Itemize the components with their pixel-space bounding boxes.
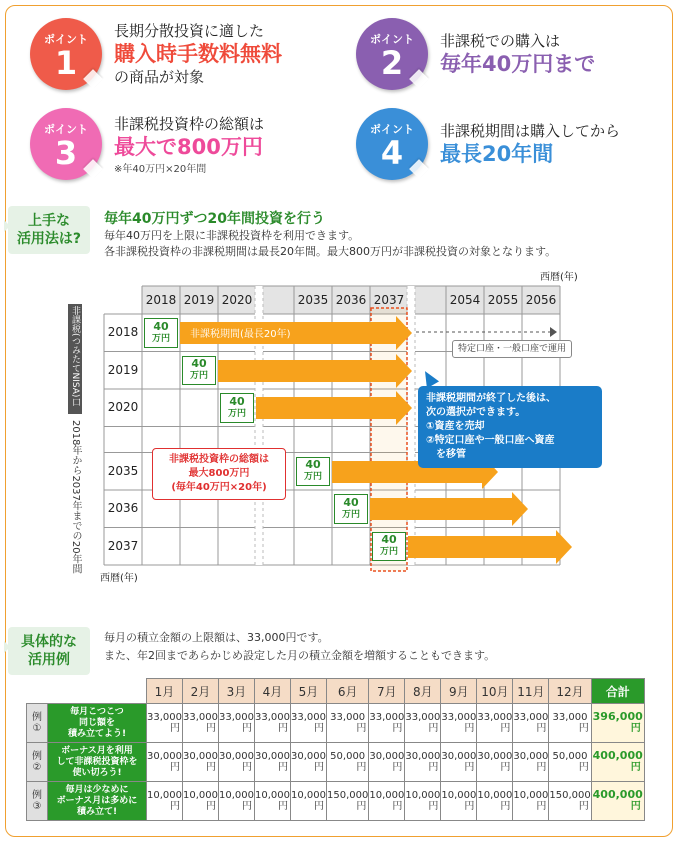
month-header: 4月 bbox=[255, 679, 291, 704]
monthly-amount bbox=[291, 782, 327, 821]
month-header: 3月 bbox=[219, 679, 255, 704]
year-header: 2019 bbox=[183, 293, 215, 307]
table-header-row bbox=[27, 679, 645, 704]
monthly-amount bbox=[183, 782, 219, 821]
example-description-line: ボーナス月を利用 bbox=[61, 745, 133, 756]
monthly-amount-value: 10,000 bbox=[441, 790, 477, 801]
total-header: 合計 bbox=[591, 679, 644, 704]
monthly-amount-unit: 円 bbox=[464, 723, 475, 734]
monthly-amount-unit: 円 bbox=[278, 723, 288, 734]
year-header: 2018 bbox=[145, 293, 177, 307]
point-line3: の商品が対象 bbox=[114, 68, 205, 86]
monthly-amount-unit: 円 bbox=[578, 723, 589, 734]
usage-heading: 毎年40万円ずつ20年間投資を行う bbox=[104, 211, 325, 227]
period-arrow bbox=[180, 322, 396, 344]
monthly-amount bbox=[549, 743, 591, 782]
amount-box bbox=[372, 532, 406, 562]
monthly-amount bbox=[513, 704, 549, 743]
monthly-amount-value: 10,000 bbox=[291, 790, 326, 801]
period-arrow bbox=[408, 536, 556, 558]
total-amount-value: 400,000 bbox=[592, 749, 643, 762]
row-year-label: 2035 bbox=[107, 463, 139, 478]
usage-tag-line2: 活用法は? bbox=[16, 231, 82, 247]
after-period-note-line: ①資産を売却 bbox=[426, 421, 485, 432]
month-header: 2月 bbox=[183, 679, 219, 704]
amount-box bbox=[144, 318, 178, 348]
amount-box-unit: 万円 bbox=[379, 547, 398, 558]
after-period-note-line: 非課税期間が終了した後は、 bbox=[426, 393, 556, 404]
monthly-amount-unit: 円 bbox=[170, 723, 180, 734]
monthly-amount bbox=[255, 743, 291, 782]
month-header: 10月 bbox=[477, 679, 513, 704]
point-line1: 非課税期間は購入してから bbox=[440, 122, 621, 140]
year-axis-label: 西暦(年) bbox=[540, 272, 578, 283]
example-description bbox=[48, 743, 147, 782]
total-amount-unit: 円 bbox=[630, 801, 641, 812]
total-limit-note-line: 最大800万円 bbox=[188, 468, 250, 479]
usage-desc-2: 各非課税投資枠の非課税期間は最長20年間。最大800万円が非課税投資の対象となります。 bbox=[104, 245, 557, 258]
example-description-line: 積み立て! bbox=[76, 806, 118, 817]
monthly-amount-value: 33,000 bbox=[513, 712, 549, 723]
monthly-amount bbox=[219, 782, 255, 821]
total-limit-note-line: 非課税投資枠の総額は bbox=[169, 454, 269, 465]
monthly-amount bbox=[405, 704, 441, 743]
monthly-amount-value: 30,000 bbox=[291, 751, 326, 762]
monthly-amount-value: 33,000 bbox=[477, 712, 513, 723]
point-line1: 長期分散投資に適した bbox=[114, 22, 265, 40]
example-index: ① bbox=[32, 723, 42, 734]
monthly-amount-value: 33,000 bbox=[405, 712, 441, 723]
monthly-amount bbox=[441, 782, 477, 821]
monthly-amount-unit: 円 bbox=[314, 762, 324, 773]
monthly-amount-value: 10,000 bbox=[405, 790, 441, 801]
monthly-amount-value: 150,000 bbox=[327, 790, 369, 801]
monthly-amount-unit: 円 bbox=[206, 723, 216, 734]
example-description-line: 積み立てよう! bbox=[67, 728, 127, 739]
monthly-amount-unit: 円 bbox=[500, 762, 511, 773]
monthly-amount-unit: 円 bbox=[242, 723, 252, 734]
monthly-amount-value: 30,000 bbox=[405, 751, 441, 762]
monthly-amount bbox=[513, 743, 549, 782]
usage-desc-1: 毎年40万円を上限に非課税投資枠を利用できます。 bbox=[104, 229, 360, 242]
total-amount-value: 396,000 bbox=[592, 710, 643, 723]
monthly-amount-unit: 円 bbox=[242, 801, 252, 812]
side-label-bottom: 2018年から2037年までの20年間 bbox=[70, 420, 81, 574]
month-header: 6月 bbox=[327, 679, 369, 704]
row-year-label: 2037 bbox=[107, 538, 139, 553]
point-highlight: 購入時手数料無料 bbox=[114, 42, 282, 66]
period-arrow-label: 非課税期間(最長20年) bbox=[190, 329, 291, 340]
monthly-table bbox=[26, 678, 645, 821]
example-description bbox=[48, 782, 147, 821]
example-description-line: 毎月こつこつ bbox=[70, 706, 124, 717]
monthly-amount-value: 30,000 bbox=[513, 751, 549, 762]
total-limit-note bbox=[152, 448, 286, 500]
usage-tag-line1: 上手な bbox=[28, 213, 70, 229]
example-description-line: ボーナス月は多めに bbox=[56, 795, 138, 806]
example-index: ③ bbox=[32, 801, 42, 812]
amount-box-value: 40 bbox=[343, 495, 359, 509]
monthly-amount bbox=[327, 782, 369, 821]
monthly-amount-unit: 円 bbox=[464, 762, 475, 773]
monthly-amount-unit: 円 bbox=[428, 801, 439, 812]
monthly-amount-value: 10,000 bbox=[219, 790, 254, 801]
example-label: 例 bbox=[32, 790, 42, 801]
monthly-amount bbox=[183, 743, 219, 782]
total-amount bbox=[591, 704, 644, 743]
point-badge-label: ポイント bbox=[44, 123, 88, 136]
monthly-amount bbox=[477, 743, 513, 782]
total-amount bbox=[591, 743, 644, 782]
monthly-amount bbox=[147, 782, 183, 821]
table-row bbox=[27, 743, 645, 782]
monthly-amount bbox=[327, 743, 369, 782]
year-header: 2020 bbox=[221, 293, 253, 307]
monthly-amount-unit: 円 bbox=[314, 801, 324, 812]
monthly-amount bbox=[369, 704, 405, 743]
monthly-amount-unit: 円 bbox=[278, 801, 288, 812]
amount-box-unit: 万円 bbox=[303, 472, 322, 483]
monthly-amount-value: 33,000 bbox=[441, 712, 477, 723]
point-highlight: 最大で800万円 bbox=[114, 134, 263, 159]
monthly-amount bbox=[405, 782, 441, 821]
example-desc-1: 毎月の積立金額の上限額は、33,000円です。 bbox=[104, 631, 329, 644]
monthly-amount-unit: 円 bbox=[206, 801, 216, 812]
monthly-amount bbox=[219, 743, 255, 782]
monthly-amount bbox=[219, 704, 255, 743]
total-amount bbox=[591, 782, 644, 821]
monthly-amount-value: 30,000 bbox=[219, 751, 254, 762]
example-label: 例 bbox=[32, 712, 42, 723]
monthly-amount-unit: 円 bbox=[536, 762, 547, 773]
row-year-label: 2018 bbox=[107, 325, 139, 339]
example-index: ② bbox=[32, 762, 42, 773]
amount-box bbox=[334, 494, 368, 524]
example-description-line: 毎月は少なめに bbox=[65, 784, 129, 795]
monthly-amount-value: 33,000 bbox=[255, 712, 290, 723]
monthly-amount bbox=[549, 782, 591, 821]
monthly-amount-value: 30,000 bbox=[147, 751, 182, 762]
example-tag-line2: 活用例 bbox=[28, 652, 70, 668]
point-badge-number: 1 bbox=[54, 44, 78, 82]
example-description-line: して非課税投資枠を bbox=[56, 756, 138, 767]
monthly-amount-value: 150,000 bbox=[549, 790, 591, 801]
amount-box-unit: 万円 bbox=[189, 371, 208, 382]
monthly-amount-value: 33,000 bbox=[291, 712, 326, 723]
year-header: 2054 bbox=[449, 293, 481, 307]
example-label: 例 bbox=[32, 751, 42, 762]
monthly-amount-value: 33,000 bbox=[330, 712, 366, 723]
total-amount-value: 400,000 bbox=[592, 788, 643, 801]
example-number bbox=[27, 704, 48, 743]
example-number bbox=[27, 743, 48, 782]
monthly-amount-unit: 円 bbox=[578, 762, 589, 773]
monthly-amount bbox=[255, 782, 291, 821]
monthly-amount-unit: 円 bbox=[500, 801, 511, 812]
monthly-amount-unit: 円 bbox=[536, 801, 547, 812]
example-description bbox=[48, 704, 147, 743]
year-header: 2035 bbox=[297, 293, 329, 307]
monthly-amount bbox=[255, 704, 291, 743]
monthly-amount bbox=[477, 704, 513, 743]
amount-box-value: 40 bbox=[229, 394, 245, 408]
monthly-amount-value: 33,000 bbox=[183, 712, 218, 723]
total-amount-unit: 円 bbox=[630, 723, 641, 734]
monthly-amount-unit: 円 bbox=[314, 723, 324, 734]
point-highlight: 最長20年間 bbox=[440, 142, 554, 166]
monthly-amount bbox=[369, 782, 405, 821]
monthly-amount-unit: 円 bbox=[392, 723, 403, 734]
point-highlight: 毎年40万円まで bbox=[440, 52, 596, 76]
example-description-line: 同じ額を bbox=[78, 717, 115, 728]
monthly-amount-value: 33,000 bbox=[552, 712, 588, 723]
monthly-amount-value: 10,000 bbox=[513, 790, 549, 801]
example-description-line: 使い切ろう! bbox=[72, 767, 122, 778]
period-arrow bbox=[256, 397, 396, 419]
month-header: 11月 bbox=[513, 679, 549, 704]
monthly-amount-value: 30,000 bbox=[369, 751, 405, 762]
monthly-amount-value: 10,000 bbox=[183, 790, 218, 801]
table-corner bbox=[27, 679, 147, 704]
monthly-amount-unit: 円 bbox=[428, 723, 439, 734]
monthly-amount-unit: 円 bbox=[356, 723, 367, 734]
month-header: 12月 bbox=[549, 679, 591, 704]
amount-box-value: 40 bbox=[191, 357, 207, 371]
example-tag-line1: 具体的な bbox=[21, 634, 77, 650]
side-label-top: 非課税(つみたてNISA)口座開設可能期間 bbox=[56, 306, 80, 407]
monthly-amount bbox=[291, 704, 327, 743]
month-header: 5月 bbox=[291, 679, 327, 704]
point-badge-number: 4 bbox=[380, 134, 404, 172]
monthly-amount bbox=[405, 743, 441, 782]
monthly-amount bbox=[183, 704, 219, 743]
row-year-label: 2019 bbox=[107, 362, 139, 377]
point-badge-number: 2 bbox=[380, 44, 404, 82]
monthly-amount-value: 33,000 bbox=[147, 712, 182, 723]
monthly-amount-unit: 円 bbox=[170, 801, 180, 812]
row-year-label: 2036 bbox=[107, 501, 139, 515]
example-tag bbox=[8, 627, 90, 675]
amount-box-value: 40 bbox=[153, 319, 169, 333]
period-arrow bbox=[370, 498, 512, 520]
monthly-amount bbox=[549, 704, 591, 743]
monthly-amount-value: 30,000 bbox=[255, 751, 290, 762]
month-header: 7月 bbox=[369, 679, 405, 704]
monthly-amount-unit: 円 bbox=[356, 762, 367, 773]
amount-box-unit: 万円 bbox=[227, 408, 246, 419]
row-year-label: 2020 bbox=[107, 400, 139, 414]
after-period-note-line: 次の選択ができます。 bbox=[426, 407, 526, 418]
point-line1: 非課税投資枠の総額は bbox=[114, 114, 265, 133]
after-period-note-line: ②特定口座や一般口座へ資産 bbox=[426, 435, 555, 446]
year-header: 2036 bbox=[335, 293, 367, 307]
monthly-amount bbox=[327, 704, 369, 743]
taxable-account-label: 特定口座・一般口座で運用 bbox=[452, 340, 572, 358]
point-badge-label: ポイント bbox=[370, 33, 414, 46]
monthly-amount-unit: 円 bbox=[278, 762, 288, 773]
monthly-amount bbox=[477, 782, 513, 821]
month-header: 9月 bbox=[441, 679, 477, 704]
point-badge-label: ポイント bbox=[370, 123, 414, 136]
monthly-amount-unit: 円 bbox=[206, 762, 216, 773]
monthly-amount-value: 33,000 bbox=[219, 712, 254, 723]
year-header: 2055 bbox=[487, 293, 519, 307]
monthly-amount-value: 30,000 bbox=[477, 751, 513, 762]
monthly-amount-unit: 円 bbox=[578, 801, 589, 812]
monthly-amount-value: 50,000 bbox=[330, 751, 366, 762]
monthly-amount-value: 10,000 bbox=[147, 790, 182, 801]
monthly-amount bbox=[147, 743, 183, 782]
monthly-amount bbox=[513, 782, 549, 821]
year-header: 2056 bbox=[525, 293, 557, 307]
amount-box-value: 40 bbox=[381, 533, 397, 547]
monthly-amount-unit: 円 bbox=[356, 801, 367, 812]
period-arrow bbox=[218, 360, 396, 382]
example-number bbox=[27, 782, 48, 821]
monthly-amount bbox=[369, 743, 405, 782]
monthly-amount-value: 30,000 bbox=[441, 751, 477, 762]
monthly-amount-unit: 円 bbox=[464, 801, 475, 812]
monthly-amount bbox=[441, 704, 477, 743]
amount-box bbox=[220, 393, 254, 423]
monthly-amount-unit: 円 bbox=[500, 723, 511, 734]
monthly-amount-value: 33,000 bbox=[369, 712, 405, 723]
total-amount-unit: 円 bbox=[630, 762, 641, 773]
monthly-amount-unit: 円 bbox=[170, 762, 180, 773]
monthly-amount-value: 50,000 bbox=[552, 751, 588, 762]
point-badge-label: ポイント bbox=[44, 33, 88, 46]
row-axis-label: 西暦(年) bbox=[100, 573, 138, 584]
amount-box-unit: 万円 bbox=[341, 509, 360, 520]
amount-box-value: 40 bbox=[305, 458, 321, 472]
after-period-note bbox=[418, 386, 602, 468]
monthly-amount bbox=[441, 743, 477, 782]
monthly-amount-value: 10,000 bbox=[255, 790, 290, 801]
example-desc-2: また、年2回まであらかじめ設定した月の積立金額を増額することもできます。 bbox=[104, 649, 496, 662]
month-header: 1月 bbox=[147, 679, 183, 704]
point-line3: ※年40万円×20年間 bbox=[114, 163, 207, 175]
monthly-amount-unit: 円 bbox=[536, 723, 547, 734]
amount-box-unit: 万円 bbox=[151, 333, 170, 344]
monthly-amount-value: 10,000 bbox=[477, 790, 513, 801]
after-period-note-line: を移管 bbox=[426, 449, 466, 460]
monthly-amount-unit: 円 bbox=[428, 762, 439, 773]
monthly-amount bbox=[291, 743, 327, 782]
total-limit-note-line: (毎年40万円×20年) bbox=[171, 482, 267, 493]
amount-box bbox=[296, 457, 330, 487]
monthly-amount-unit: 円 bbox=[242, 762, 252, 773]
monthly-amount-unit: 円 bbox=[392, 762, 403, 773]
monthly-amount bbox=[147, 704, 183, 743]
monthly-amount-unit: 円 bbox=[392, 801, 403, 812]
amount-box bbox=[182, 356, 216, 386]
year-header: 2037 bbox=[373, 293, 405, 307]
monthly-amount-value: 10,000 bbox=[369, 790, 405, 801]
table-row bbox=[27, 782, 645, 821]
point-line1: 非課税での購入は bbox=[440, 32, 561, 50]
table-row bbox=[27, 704, 645, 743]
monthly-amount-value: 30,000 bbox=[183, 751, 218, 762]
taxable-arrowhead bbox=[550, 327, 557, 337]
month-header: 8月 bbox=[405, 679, 441, 704]
point-badge-number: 3 bbox=[54, 134, 78, 172]
